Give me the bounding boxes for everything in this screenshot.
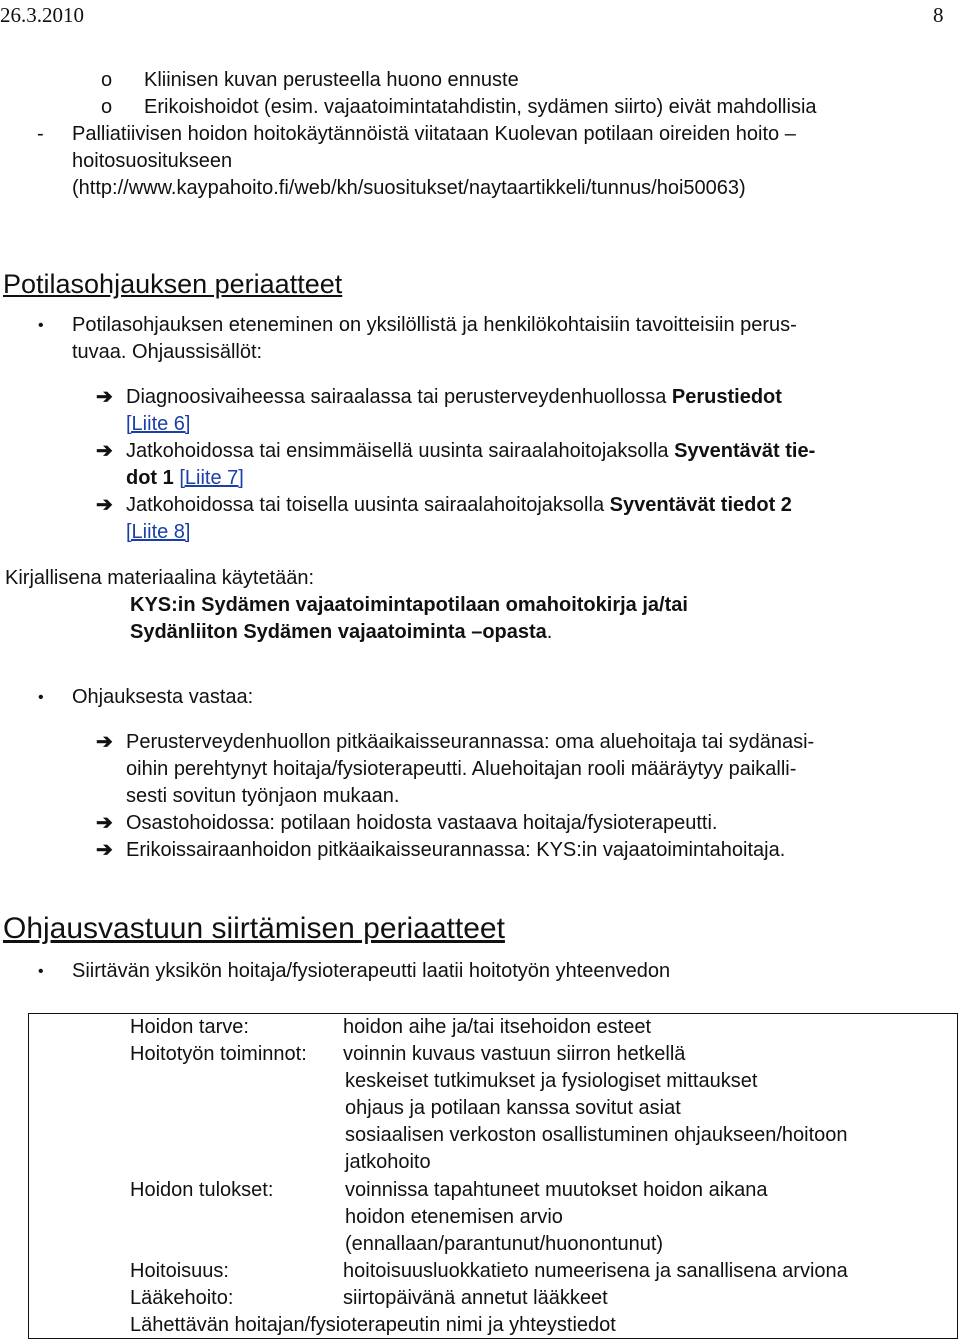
resp-3: Erikoissairaanhoidon pitkäaikaisseurannassa: KYS:in vajaatoimintahoitaja. xyxy=(126,839,786,861)
page-number: 8 xyxy=(933,3,944,27)
bullet-icon: • xyxy=(38,689,44,706)
material-1: KYS:in Sydämen vajaatoimintapotilaan omahoitokirja ja/tai xyxy=(130,594,688,616)
arrow-item-1-bold: Perustiedot xyxy=(671,386,782,408)
intro-item-3-url[interactable]: (http://www.kaypahoito.fi/web/kh/suositukset/naytaartikkeli/tunnus/hoi50063) xyxy=(72,177,746,199)
bullet-icon: • xyxy=(38,963,44,980)
header-date: 26.3.2010 xyxy=(0,3,84,27)
circle-bullet-icon: o xyxy=(101,96,113,118)
box-value: keskeiset tutkimukset ja fysiologiset mittaukset xyxy=(345,1070,758,1092)
liite-6-link[interactable]: [Liite 6] xyxy=(126,413,191,435)
intro-item-3-line2: hoitosuositukseen xyxy=(72,150,233,172)
resp-1-line1: Perusterveydenhuollon pitkäaikaisseurannassa: oma aluehoitaja tai sydänasi- xyxy=(126,731,815,753)
box-value: (ennallaan/parantunut/huonontunut) xyxy=(345,1233,664,1255)
arrow-item-1 xyxy=(126,385,782,409)
bullet-icon: • xyxy=(38,317,44,334)
arrow-item-2-bold: Syventävät tie- xyxy=(674,440,816,462)
box-value: voinnissa tapahtuneet muutokset hoidon aikana xyxy=(345,1179,768,1201)
section-heading-ohjausvastuu: Ohjausvastuun siirtämisen periaatteet xyxy=(3,912,505,945)
material-2-line xyxy=(130,620,552,644)
bullet-text-line2: tuvaa. Ohjaussisällöt: xyxy=(72,341,263,363)
arrow-icon: ➔ xyxy=(96,839,113,861)
arrow-item-2-line2 xyxy=(126,466,244,490)
resp-1-line3: sesti sovitun työnjaon mukaan. xyxy=(126,785,400,807)
dash-bullet-icon: - xyxy=(37,123,44,145)
arrow-item-3-bold: Syventävät tiedot 2 xyxy=(609,494,792,516)
arrow-icon: ➔ xyxy=(96,440,113,462)
section-heading-potilasohjaus: Potilasohjauksen periaatteet xyxy=(3,269,343,299)
arrow-item-3-text: Jatkohoidossa tai toisella uusinta sairaalahoitojaksolla xyxy=(126,494,610,516)
box-value: hoitoisuusluokkatieto numeerisena ja sanallisena arviona xyxy=(343,1260,848,1282)
material-2: Sydänliiton Sydämen vajaatoiminta –opasta xyxy=(130,621,547,643)
box-value: siirtopäivänä annetut lääkkeet xyxy=(343,1287,608,1309)
arrow-item-2-text: Jatkohoidossa tai ensimmäisellä uusinta sairaalahoitojaksolla xyxy=(126,440,675,462)
resp-2: Osastohoidossa: potilaan hoidosta vastaava hoitaja/fysioterapeutti. xyxy=(126,812,718,834)
arrow-icon: ➔ xyxy=(96,812,113,834)
bullet-siirtavan: Siirtävän yksikön hoitaja/fysioterapeutti laatii hoitotyön yhteenvedon xyxy=(72,960,671,982)
box-value: hoidon etenemisen arvio xyxy=(345,1206,563,1228)
liite-8-link[interactable]: [Liite 8] xyxy=(126,521,191,543)
box-label-hoitoisuus: Hoitoisuus: xyxy=(130,1260,229,1282)
intro-item-2: Erikoishoidot (esim. vajaatoimintatahdistin, sydämen siirto) eivät mahdollisia xyxy=(144,96,817,118)
box-value: voinnin kuvaus vastuun siirron hetkellä xyxy=(343,1043,686,1065)
resp-1-line2: oihin perehtynyt hoitaja/fysioterapeutti. Aluehoitajan rooli määräytyy paikalli- xyxy=(126,758,797,780)
box-label-hoidon-tarve: Hoidon tarve: xyxy=(130,1016,249,1038)
arrow-item-2 xyxy=(126,439,815,463)
box-value: jatkohoito xyxy=(345,1151,431,1173)
box-sender-line: Lähettävän hoitajan/fysioterapeutin nimi ja yhteystiedot xyxy=(130,1314,616,1336)
liite-7-link[interactable]: [Liite 7] xyxy=(179,467,244,489)
box-label-hoidon-tulokset: Hoidon tulokset: xyxy=(130,1179,274,1201)
box-label-laakehoito: Lääkehoito: xyxy=(130,1287,234,1309)
bullet-ohjauksesta: Ohjauksesta vastaa: xyxy=(72,686,254,708)
arrow-item-2-bold-cont: dot 1 xyxy=(126,467,174,489)
box-label-hoitotyon-toiminnot: Hoitotyön toiminnot: xyxy=(130,1043,307,1065)
materials-label: Kirjallisena materiaalina käytetään: xyxy=(5,567,315,589)
box-value: hoidon aihe ja/tai itsehoidon esteet xyxy=(343,1016,652,1038)
bullet-text-line1: Potilasohjauksen eteneminen on yksilöllistä ja henkilökohtaisiin tavoitteisiin perus- xyxy=(72,314,797,336)
box-value: ohjaus ja potilaan kanssa sovitut asiat xyxy=(345,1097,681,1119)
material-2-end: . xyxy=(546,621,553,643)
intro-item-3-line1: Palliatiivisen hoidon hoitokäytännöistä viitataan Kuolevan potilaan oireiden hoito – xyxy=(72,123,796,145)
arrow-item-3 xyxy=(126,493,792,517)
arrow-icon: ➔ xyxy=(96,386,113,408)
circle-bullet-icon: o xyxy=(101,69,113,91)
arrow-item-1-text: Diagnoosivaiheessa sairaalassa tai perusterveydenhuollossa xyxy=(126,386,672,408)
arrow-icon: ➔ xyxy=(96,731,113,753)
intro-item-1: Kliinisen kuvan perusteella huono ennuste xyxy=(144,69,519,91)
box-value: sosiaalisen verkoston osallistuminen ohjaukseen/hoitoon xyxy=(345,1124,848,1146)
arrow-icon: ➔ xyxy=(96,494,113,516)
